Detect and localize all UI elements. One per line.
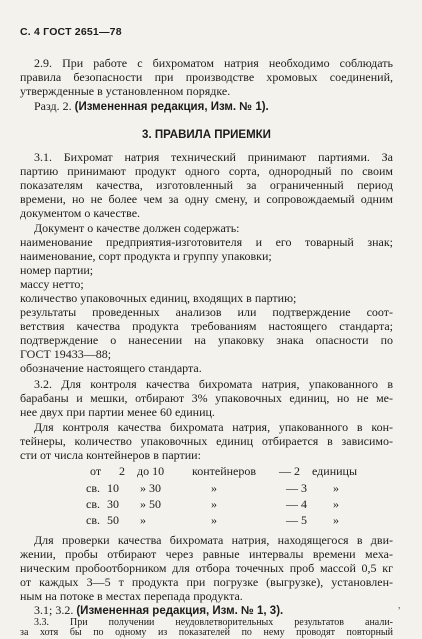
para-line: 3.1. Бихромат натрия технический принимают партиями. За	[34, 150, 393, 164]
para-line: показателям качества, изготовленный за ограниченный период	[20, 178, 393, 192]
section-title: 3. ПРАВИЛА ПРИЕМКИ	[142, 129, 271, 141]
para-line: сти от числа контейнеров в партии:	[20, 448, 201, 462]
table-cell: — 5	[286, 513, 307, 527]
table-cell: до 10	[137, 464, 165, 478]
list-line: количество упаковочных единиц, входящих в партию;	[20, 291, 297, 305]
para-line: ным на потоке в местах перепада продукта.	[20, 589, 243, 603]
para-line: партию принимают продукт одного сорта, однородный по своим	[20, 164, 393, 178]
table-cell: — 2	[279, 464, 300, 478]
para-line: за хотя бы по одному из показателей по нему проводят повторный	[20, 627, 393, 638]
table-cell: »	[333, 513, 339, 527]
table-cell: » 30	[140, 481, 161, 495]
para-line: времени, но не более чем за одну смену, и сопровождаемый одним	[20, 192, 393, 206]
list-line: обозначение настоящего стандарта.	[20, 361, 202, 375]
para-line: от каждых 3—5 т продукта при погрузке (выгрузке), установлен-	[20, 575, 393, 589]
para-line: правила безопасности при производстве хромовых соединений,	[20, 70, 393, 84]
table-cell: 10	[107, 481, 119, 495]
table-cell: единицы	[312, 464, 358, 478]
table-cell: »	[333, 497, 339, 511]
table-cell: »	[140, 513, 146, 527]
table-cell: » 50	[140, 497, 161, 511]
page-header: С. 4 ГОСТ 2651—78	[20, 26, 122, 38]
para-line: утвержденные в установленном порядке.	[20, 84, 231, 98]
table-cell: — 4	[286, 497, 307, 511]
amendment-prefix: Разд. 2.	[34, 99, 72, 113]
list-line: наименование, сорт продукта и группу упаковки;	[20, 249, 272, 263]
table-cell: 30	[107, 497, 119, 511]
table-cell: »	[211, 497, 217, 511]
margin-mark: ,	[398, 600, 401, 611]
para-line: Для проверки качества бихромата натрия, находящегося в дви-	[34, 533, 393, 547]
amendment-prefix: 3.1; 3.2.	[34, 603, 74, 617]
para-line: ническим пробоотборником для отбора точечных проб массой 0,5 кг	[20, 561, 393, 575]
amendment-note	[34, 99, 269, 114]
para-line: нее двух при партии менее 60 единиц.	[20, 405, 215, 419]
amendment-text: (Измененная редакция, Изм. № 1).	[74, 101, 269, 113]
list-line: наименование предприятия-изготовителя и его товарный знак;	[20, 235, 393, 249]
table-cell: контейнеров	[192, 464, 257, 478]
list-line: ГОСТ 19433—88;	[20, 347, 112, 361]
table-cell: »	[333, 481, 339, 495]
table-cell: св.	[86, 513, 100, 527]
amendment-note	[34, 603, 283, 618]
table-cell: 50	[107, 513, 119, 527]
table-cell: 2	[119, 464, 125, 478]
list-line: ветствия качества продукта требованиям настоящего стандарта;	[20, 319, 393, 333]
table-cell: — 3	[286, 481, 307, 495]
table-cell: »	[211, 513, 217, 527]
list-line: номер партии;	[20, 263, 94, 277]
table-cell: св.	[86, 497, 100, 511]
para-line: тейнеры, количество упаковочных единиц отбирается в зависимо-	[20, 434, 393, 448]
para-line: 3.3. При получении неудовлетворительных результатов анали-	[34, 617, 393, 628]
amendment-text: (Измененная редакция, Изм. № 1, 3).	[76, 605, 284, 617]
list-line: Документ о качестве должен содержать:	[34, 221, 240, 235]
table-cell: »	[211, 481, 217, 495]
list-line: подтверждение о нанесении на упаковку знака опасности по	[20, 333, 393, 347]
para-line: документом о качестве.	[20, 206, 141, 220]
para-line: 3.2. Для контроля качества бихромата натрия, упакованного в	[34, 377, 393, 391]
para-line: Для контроля качества бихромата натрия, упакованного в кон-	[34, 420, 393, 434]
list-line: массу нетто;	[20, 277, 84, 291]
list-line: результаты проведенных анализов или подтверждение соот-	[20, 305, 393, 319]
table-cell: от	[90, 464, 102, 478]
para-line: 2.9. При работе с бихроматом натрия необходимо соблюдать	[34, 56, 393, 70]
para-line: барабаны и мешки, отбирают 3% упаковочных единиц, но не ме-	[20, 391, 393, 405]
para-line: жении, пробы отбирают через равные интервалы времени меха-	[20, 547, 393, 561]
table-cell: св.	[86, 481, 100, 495]
